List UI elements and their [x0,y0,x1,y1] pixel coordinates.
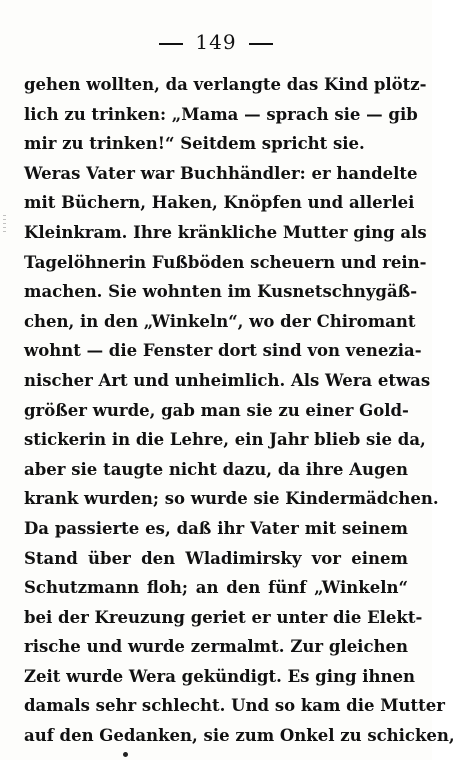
text-line: Schutzmann floh; an den fünf „Winkeln“ [24,578,408,598]
text-line: größer wurde, gab man sie zu einer Gold- [24,400,409,420]
text-line: machen. Sie wohnten im Kusnetschnygäß- [24,282,418,302]
text-line: stickerin in die Lehre, ein Jahr blieb sie da, [24,430,426,450]
text-line: Weras Vater war Buchhändler: er handelte [24,163,418,183]
header-dash-right [249,43,273,45]
text-line: wohnt — die Fenster dort sind von venezia- [24,341,422,361]
footer-dot [123,752,128,757]
text-line: lich zu trinken: „Mama — sprach sie — gib [24,104,418,124]
text-line: bei der Kreuzung geriet er unter die Elekt- [24,607,423,627]
text-line: aber sie taugte nicht dazu, da ihre Augen [24,459,408,479]
text-line: Da passierte es, daß ihr Vater mit seinem [24,518,408,538]
text-line: Stand über den Wladimirsky vor einem [24,548,408,568]
text-line: auf den Gedanken, sie zum Onkel zu schicken, [24,726,455,746]
text-line: rische und wurde zermalmt. Zur gleichen [24,637,408,657]
body-text [24,70,455,751]
margin-specks [3,215,6,235]
text-line: mir zu trinken!“ Seitdem spricht sie. [24,134,365,154]
header-dash-left [159,43,183,45]
text-line: Zeit wurde Wera gekündigt. Es ging ihnen [24,666,416,686]
text-line: damals sehr schlecht. Und so kam die Mutter [24,696,445,716]
text-line: nischer Art und unheimlich. Als Wera etwas [24,370,431,390]
text-line: krank wurden; so wurde sie Kindermädchen. [24,489,439,509]
page-header [0,30,432,54]
text-line: gehen wollten, da verlangte das Kind plötz- [24,75,427,94]
text-line: chen, in den „Winkeln“, wo der Chiromant [24,311,416,331]
text-line: Tagelöhnerin Fußböden scheuern und rein- [24,252,427,272]
text-line: mit Büchern, Haken, Knöpfen und allerlei [24,193,415,213]
page-number: 149 [195,30,237,54]
text-line: Kleinkram. Ihre kränkliche Mutter ging als [24,222,427,242]
